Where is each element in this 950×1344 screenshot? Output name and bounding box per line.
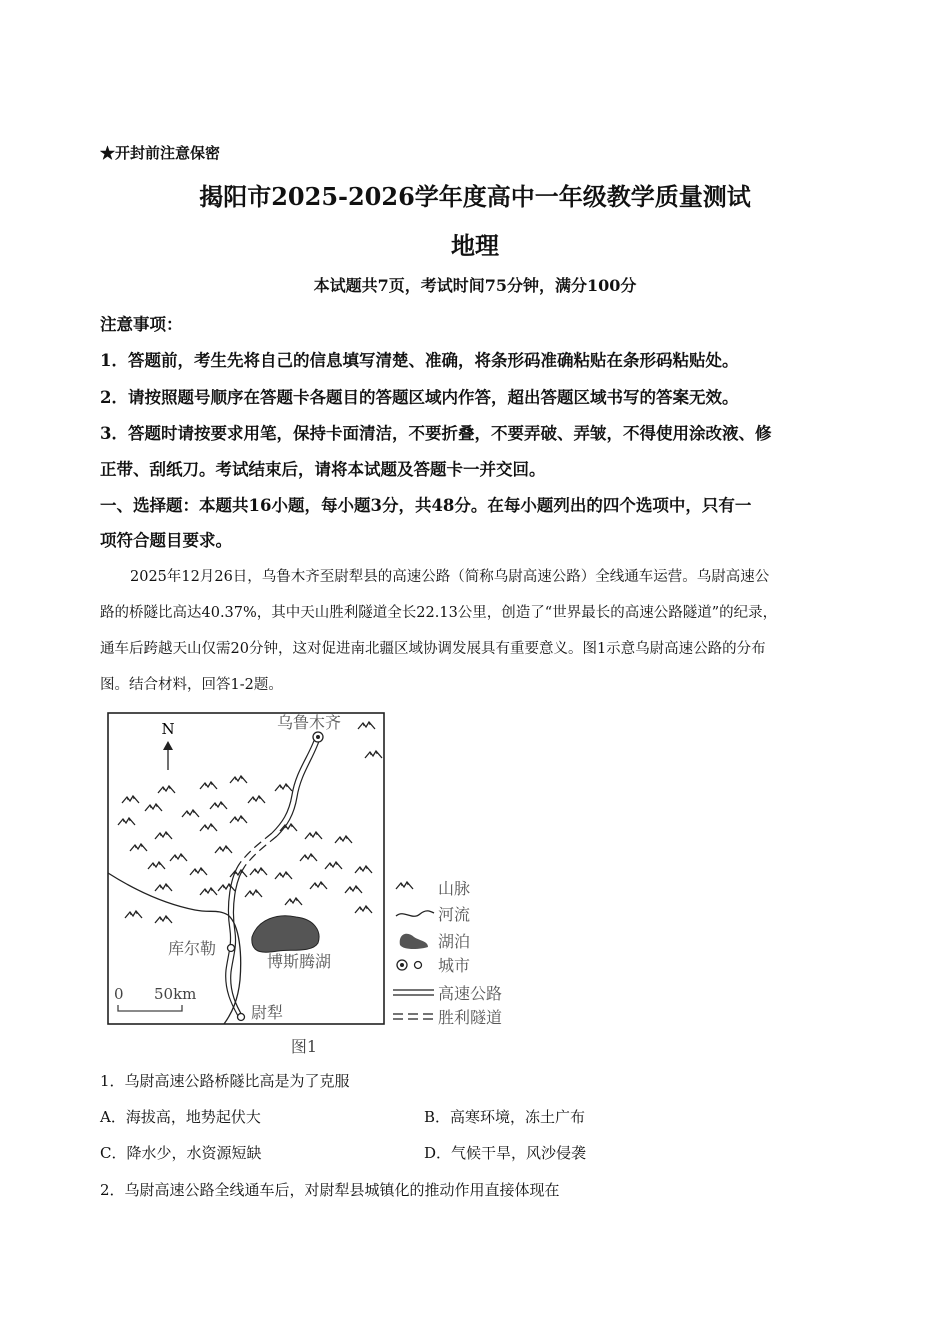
question-1-option-a: A．海拔高，地势起伏大 (100, 1108, 261, 1126)
yuli-label: 尉犁 (251, 1003, 284, 1022)
passage-line-4: 图。结合材料，回答1-2题。 (100, 677, 283, 693)
question-1-stem: 1．乌尉高速公路桥隧比高是为了克服 (100, 1072, 350, 1090)
scale-distance: 50km (154, 985, 197, 1003)
legend-tunnel-label: 胜利隧道 (438, 1008, 503, 1027)
legend-river-icon (396, 911, 434, 916)
question-1-option-d: D．气候干旱，风沙侵袭 (424, 1144, 587, 1162)
urumqi-label: 乌鲁木齐 (277, 713, 342, 732)
exam-subject: 地理 (451, 231, 499, 260)
scale-zero: 0 (114, 985, 124, 1003)
question-1-option-b: B．高寒环境，冻土广布 (424, 1108, 586, 1126)
north-label: N (161, 720, 175, 738)
legend-mountain-icon (396, 882, 413, 889)
korla-label: 库尔勒 (168, 939, 217, 958)
figure-caption: 图1 (290, 1037, 318, 1056)
section-heading-cont: 项符合题目要求。 (100, 531, 232, 550)
notice-item-2: 2．请按照题号顺序在答题卡各题目的答题区域内作答，超出答题区域书写的答案无效。 (100, 388, 739, 407)
section-heading: 一、选择题：本题共16小题，每小题3分，共48分。在每小题列出的四个选项中，只有一 (100, 496, 752, 515)
passage-line-2: 路的桥隧比高达40.37%，其中天山胜利隧道全长22.13公里，创造了“世界最长的高速公路隧道”的纪录， (100, 605, 778, 621)
exam-info: 本试题共7页，考试时间75分钟，满分100分 (313, 276, 637, 295)
passage-line-1: 2025年12月26日，乌鲁木齐至尉犁县的高速公路（简称乌尉高速公路）全线通车运营。乌尉高速公 (130, 569, 770, 585)
korla-city-icon (228, 945, 235, 952)
highway-map-figure (100, 705, 530, 1060)
confidential-notice: ★开封前注意保密 (100, 144, 221, 162)
notice-item-1: 1．答题前，考生先将自己的信息填写清楚、准确，将条形码准确粘贴在条形码粘贴处。 (100, 351, 739, 370)
exam-title: 揭阳市2025-2026学年度高中一年级教学质量测试 (199, 182, 751, 211)
yuli-city-icon (238, 1014, 245, 1021)
notice-item-3-cont: 正带、刮纸刀。考试结束后，请将本试题及答题卡一并交回。 (100, 460, 546, 479)
legend-lake-icon (400, 934, 428, 949)
legend-river-label: 河流 (438, 905, 471, 924)
lake-label: 博斯腾湖 (267, 952, 332, 971)
notice-heading: 注意事项： (100, 315, 183, 334)
passage-line-3: 通车后跨越天山仅需20分钟，这对促进南北疆区域协调发展具有重要意义。图1示意乌尉高速公路的分布 (100, 641, 766, 657)
legend-city-label: 城市 (438, 956, 471, 975)
question-1-option-c: C．降水少，水资源短缺 (100, 1144, 262, 1162)
legend-lake-label: 湖泊 (438, 932, 471, 951)
legend-mountain-label: 山脉 (438, 879, 471, 898)
notice-item-3: 3．答题时请按要求用笔，保持卡面清洁，不要折叠，不要弄破、弄皱，不得使用涂改液、修 (100, 424, 772, 443)
map-frame (108, 713, 384, 1024)
legend-highway-label: 高速公路 (438, 984, 503, 1003)
question-2-stem: 2．乌尉高速公路全线通车后，对尉犁县城镇化的推动作用直接体现在 (100, 1181, 560, 1199)
